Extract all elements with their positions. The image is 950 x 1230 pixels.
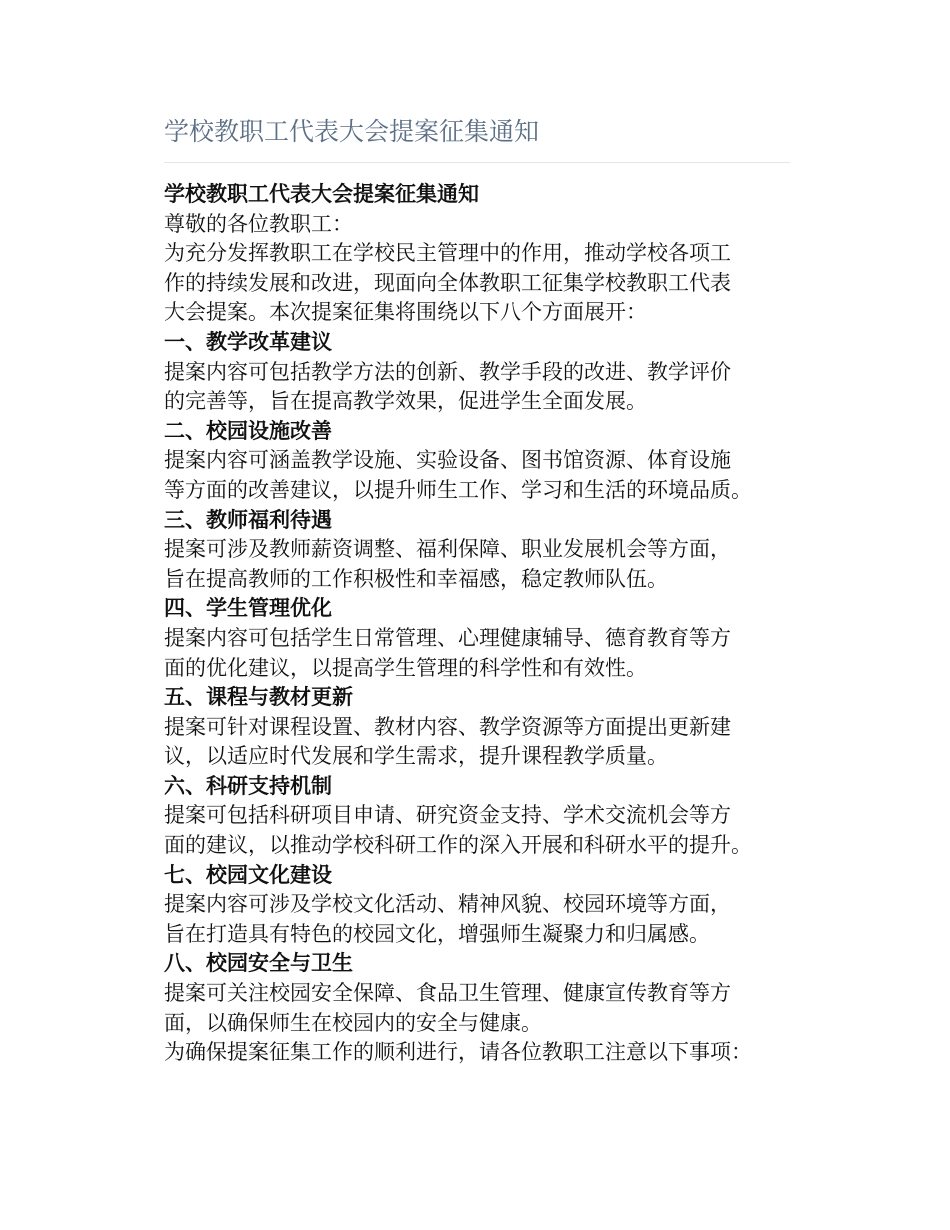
section-line: 提案内容可包括教学方法的创新、教学手段的改进、教学评价 [164, 359, 731, 384]
section-title: 八、校园安全与卫生 [164, 951, 353, 976]
section-safety-hygiene [164, 949, 790, 1038]
section-teaching-reform [164, 328, 790, 417]
section-title: 六、科研支持机制 [164, 773, 332, 798]
intro-line: 为充分发挥教职工在学校民主管理中的作用，推动学校各项工 [164, 241, 731, 266]
section-line: 面的建议，以推动学校科研工作的深入开展和科研水平的提升。 [164, 833, 752, 858]
section-research [164, 772, 790, 861]
section-campus-culture [164, 861, 790, 950]
section-line: 提案可涉及教师薪资调整、福利保障、职业发展机会等方面， [164, 537, 731, 562]
section-title: 七、校园文化建设 [164, 862, 332, 887]
section-line: 等方面的改善建议，以提升师生工作、学习和生活的环境品质。 [164, 477, 752, 502]
section-line: 提案可针对课程设置、教材内容、教学资源等方面提出更新建 [164, 714, 731, 739]
page-title: 学校教职工代表大会提案征集通知 [164, 112, 790, 163]
section-line: 面的优化建议，以提高学生管理的科学性和有效性。 [164, 655, 647, 680]
section-line: 提案内容可涵盖教学设施、实验设备、图书馆资源、体育设施 [164, 448, 731, 473]
section-line: 旨在打造具有特色的校园文化，增强师生凝聚力和归属感。 [164, 921, 710, 946]
section-title: 一、教学改革建议 [164, 329, 332, 354]
section-title: 二、校园设施改善 [164, 418, 332, 443]
section-line: 议，以适应时代发展和学生需求，提升课程教学质量。 [164, 744, 668, 769]
section-line: 的完善等，旨在提高教学效果，促进学生全面发展。 [164, 389, 647, 414]
section-student-management [164, 594, 790, 683]
document-body [164, 180, 790, 1068]
section-line: 旨在提高教师的工作积极性和幸福感，稳定教师队伍。 [164, 566, 668, 591]
section-line: 提案可包括科研项目申请、研究资金支持、学术交流机会等方 [164, 803, 731, 828]
document-page [164, 112, 790, 1068]
section-line: 面，以确保师生在校园内的安全与健康。 [164, 1010, 542, 1035]
intro-line: 大会提案。本次提案征集将围绕以下八个方面展开： [164, 300, 647, 325]
section-title: 三、教师福利待遇 [164, 507, 332, 532]
greeting: 尊敬的各位教职工： [164, 211, 353, 236]
intro-line: 作的持续发展和改进，现面向全体教职工征集学校教职工代表 [164, 270, 731, 295]
section-teacher-welfare [164, 506, 790, 595]
section-curriculum [164, 683, 790, 772]
intro-paragraph [164, 239, 790, 328]
document-heading: 学校教职工代表大会提案征集通知 [164, 182, 479, 206]
section-line: 提案内容可包括学生日常管理、心理健康辅导、德育教育等方 [164, 625, 731, 650]
section-facilities [164, 417, 790, 506]
section-line: 提案内容可涉及学校文化活动、精神风貌、校园环境等方面， [164, 892, 731, 917]
section-title: 四、学生管理优化 [164, 596, 332, 621]
section-line: 提案可关注校园安全保障、食品卫生管理、健康宣传教育等方 [164, 981, 731, 1006]
closing-line: 为确保提案征集工作的顺利进行，请各位教职工注意以下事项： [164, 1040, 752, 1065]
section-title: 五、课程与教材更新 [164, 685, 353, 710]
